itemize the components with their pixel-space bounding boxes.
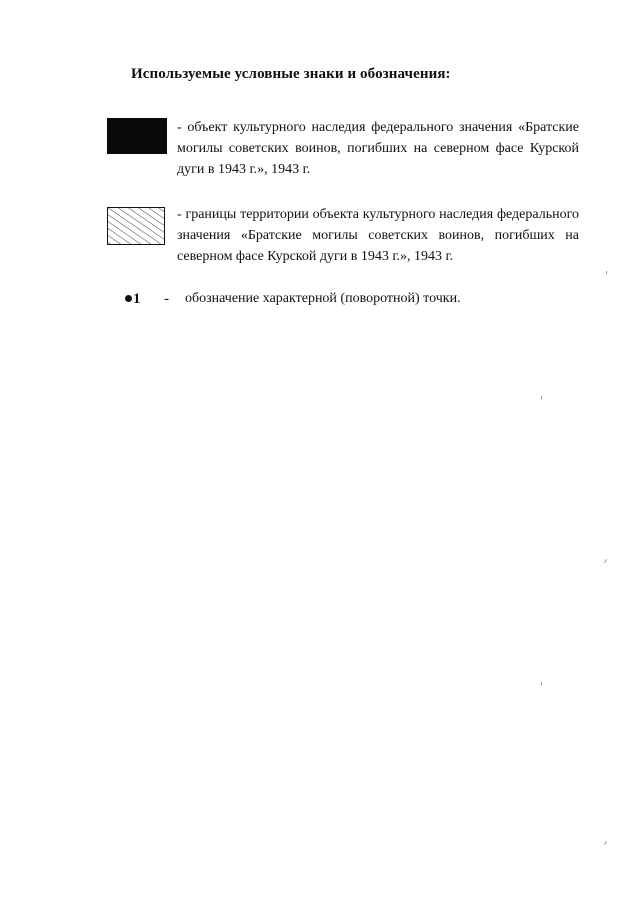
scan-artifact (541, 396, 542, 399)
characteristic-point-description: обозначение характерной (поворотной) точки. (185, 291, 461, 306)
point-dot-icon (125, 295, 132, 302)
scan-artifact (606, 271, 607, 274)
territory-boundary-description: - границы территории объекта культурного наследия федерального значения «Братские могилы советских воинов, погибших на северном фасе Курской дуги в 1943 г.», 1943 г. (177, 207, 579, 264)
scan-artifact (604, 841, 607, 845)
characteristic-point-symbol (125, 291, 141, 308)
territory-boundary-symbol (107, 207, 165, 245)
page-title: Используемые условные знаки и обозначения: (131, 66, 451, 82)
cultural-heritage-object-description: - объект культурного наследия федерального значения «Братские могилы советских воинов, погибших на северном фасе Курской дуги в 1943 г.», 1943 г. (177, 120, 579, 177)
hatch-pattern-icon (108, 208, 164, 244)
point-marker-label: 1 (133, 291, 141, 307)
scan-artifact (541, 682, 542, 685)
cultural-heritage-object-symbol (107, 118, 167, 154)
point-legend-dash: - (164, 291, 169, 307)
scan-artifact (604, 559, 607, 563)
